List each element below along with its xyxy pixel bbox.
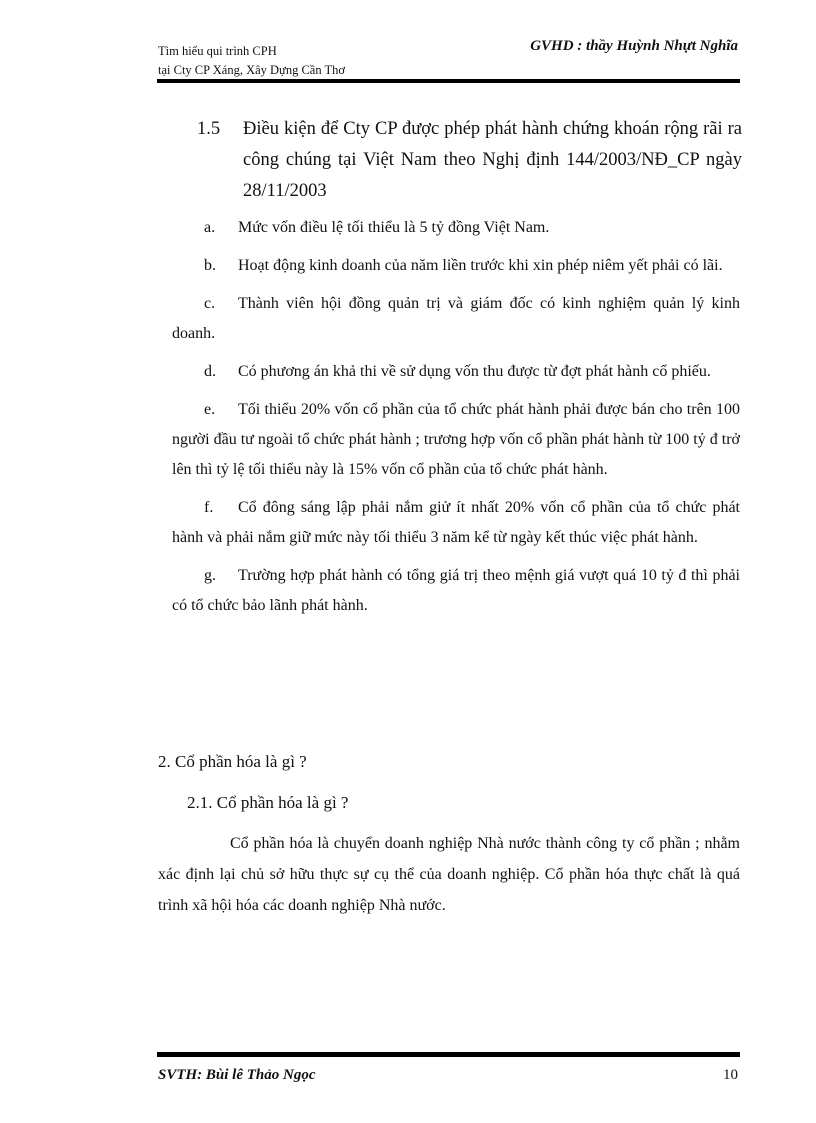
list-item [172,251,740,281]
item-text: Thành viên hội đồng quản trị và giám đốc có kinh nghiệm quản lý kinh doanh. [172,295,740,342]
section-number: 1.5 [197,119,221,139]
item-text: Trường hợp phát hành có tổng giá trị theo mệnh giá vượt quá 10 tỷ đ thì phải có tổ chức bảo lãnh phát hành. [172,567,740,614]
list-item [172,357,740,387]
conditions-list [172,213,740,629]
list-item [172,395,740,485]
item-text: Mức vốn điều lệ tối thiểu là 5 tỷ đồng Việt Nam. [238,219,550,236]
item-text: Cổ đông sáng lập phải nắm giử ít nhất 20% vốn cổ phần của tổ chức phát hành và phải nắm giữ mức này tối thiểu 3 năm kể từ ngày kết thúc việc phát hành. [172,499,740,546]
footer-author: SVTH: Bùi lê Thảo Ngọc [158,1067,316,1083]
item-label: c. [204,295,216,312]
item-text: Hoạt động kinh doanh của năm liền trước khi xin phép niêm yết phải có lãi. [238,257,723,274]
page-number: 10 [723,1067,738,1083]
item-label: f. [204,499,214,516]
list-item [172,289,740,349]
item-text: Tối thiểu 20% vốn cổ phần của tổ chức phát hành phải được bán cho trên 100 người đầu tư ngoài tổ chức phát hành ; trương hợp vốn cổ phần phát hành từ 100 tỷ đ trở lên thì tỷ lệ tối thiểu này là 15% vốn cổ phần của tổ chức phát hành. [172,401,740,478]
item-label: a. [204,219,216,236]
item-label: d. [204,363,216,380]
header-title-line2: tại Cty CP Xáng, Xây Dựng Cần Thơ [158,63,345,77]
item-label: g. [204,567,216,584]
header-title-line1: Tìm hiểu qui trình CPH [158,44,277,58]
section-2-1-heading: 2.1. Cổ phần hóa là gì ? [187,793,349,812]
item-label: e. [204,401,216,418]
item-label: b. [204,257,216,274]
section-title: Điều kiện để Cty CP được phép phát hành chứng khoán rộng rãi ra công chúng tại Việt Nam theo Nghị định 144/2003/NĐ_CP ngày 28/11/2003 [243,119,742,201]
section-2-heading: 2. Cổ phần hóa là gì ? [158,752,307,771]
list-item [172,561,740,621]
footer-rule [157,1052,740,1057]
list-item [172,213,740,243]
item-text: Có phương án khả thi về sử dụng vốn thu được từ đợt phát hành cổ phiếu. [238,363,711,380]
section-2-1-paragraph: Cổ phần hóa là chuyển doanh nghiệp Nhà nước thành công ty cổ phần ; nhằm xác định lại chủ sở hữu thực sự cụ thể của doanh nghiệp. Cổ phần hóa thực chất là quá trình xã hội hóa các doanh nghiệp Nhà nước. [158,835,740,914]
header-advisor: GVHD : thầy Huỳnh Nhựt Nghĩa [530,38,738,54]
list-item [172,493,740,553]
header-rule [157,79,740,83]
header-left [158,42,345,80]
section-1-5 [197,114,742,207]
